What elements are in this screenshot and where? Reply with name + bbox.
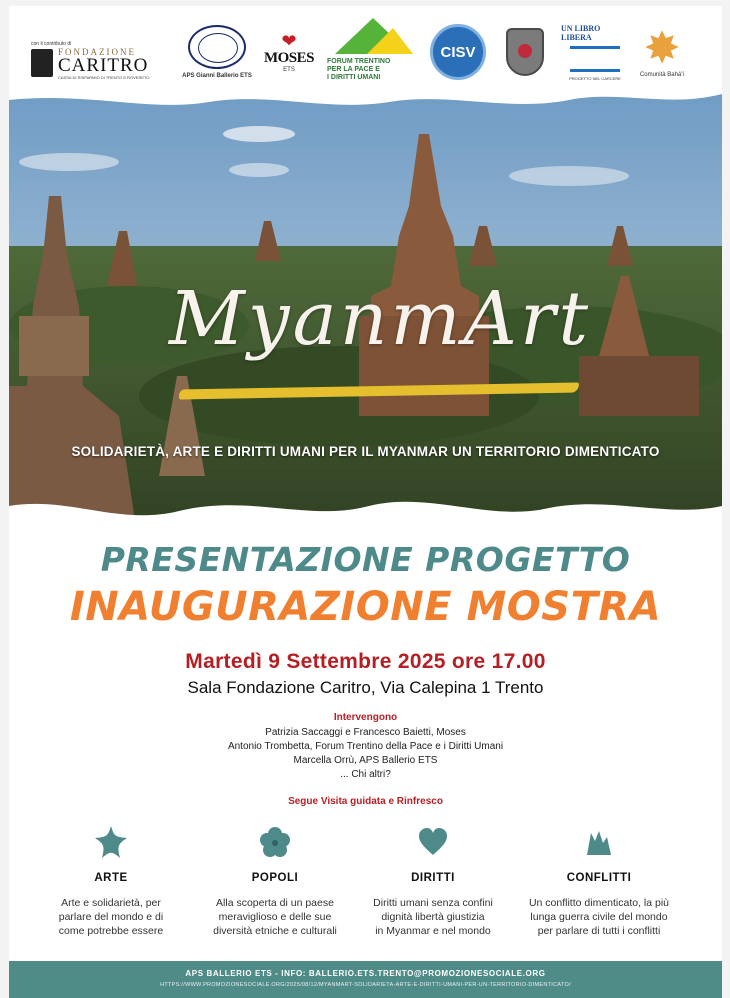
caritro-mark-icon <box>31 49 53 77</box>
waves-icon <box>570 46 620 72</box>
caritro-sub: CASSA DI RISPARMIO DI TRENTO E ROVERETO <box>58 74 150 80</box>
hero-subtitle: SOLIDARIETÀ, ARTE E DIRITTI UMANI PER IL MYANMAR UN TERRITORIO DIMENTICATO <box>71 444 660 459</box>
theme-popoli <box>185 822 365 938</box>
heart-icon <box>343 822 523 862</box>
theme-text-line: in Myanmar e nel mondo <box>375 925 491 937</box>
bahai-logo <box>627 20 697 84</box>
speaker-line: Antonio Trombetta, Forum Trentino della Pace e i Diritti Umani <box>227 741 504 752</box>
libro-sub: PROGETTO NEL CARCERE <box>569 75 621 81</box>
theme-text-line: Un conflitto dimenticato, la più <box>528 897 670 909</box>
speaker-line: ... Chi altri? <box>340 769 391 780</box>
themes-row <box>9 822 722 952</box>
caritro-logo <box>31 28 150 92</box>
libro-title: UN LIBRO LIBERA <box>561 23 601 42</box>
globe-icon <box>188 25 246 69</box>
theme-text-line: come potrebbe essere <box>58 925 164 937</box>
theme-text <box>343 896 523 938</box>
mountain-icon <box>509 822 689 862</box>
forum-line3: I DIRITTI UMANI <box>327 74 381 81</box>
theme-text-line: per parlare di tutti i conflitti <box>537 925 661 937</box>
inauguration-heading: INAUGURAZIONE MOSTRA <box>69 584 662 630</box>
speakers-list <box>9 726 722 782</box>
theme-text-line: dignità libertà giustizia <box>381 911 485 923</box>
moses-word: MOSES <box>263 49 314 66</box>
event-venue: Sala Fondazione Caritro, Via Calepina 1 Trento <box>187 678 544 697</box>
footer-contact: APS BALLERIO ETS - INFO: BALLERIO.ETS.TRENTO@PROMOZIONESOCIALE.ORG <box>185 969 546 978</box>
theme-text-line: Diritti umani senza confini <box>373 897 493 909</box>
flower-icon <box>185 822 365 862</box>
theme-text-line: diversità etniche e culturali <box>213 925 337 937</box>
cisv-logo <box>427 20 489 84</box>
theme-text-line: Arte e solidarietà, per <box>61 897 161 909</box>
footer-url[interactable]: HTTPS://WWW.PROMOZIONESOCIALE.ORG/2025/08/12/MYANMART-SOLIDARIETA-ARTE-E-DIRITTI-UMANI-PER-UN-TERRITORIO-DIMENTICATO/ <box>160 982 571 988</box>
forum-line1: FORUM TRENTINO <box>327 58 391 65</box>
hero-title: MyanmArt <box>169 276 592 362</box>
theme-conflitti <box>509 822 689 938</box>
theme-text-line: lunga guerra civile del mondo <box>530 911 668 923</box>
theme-text-line: meraviglioso e delle sue <box>218 911 332 923</box>
forum-line2: PER LA PACE E <box>327 66 380 73</box>
star-icon <box>21 822 201 862</box>
cisv-word: CISV <box>430 24 486 80</box>
forum-triangle-icon <box>335 18 411 54</box>
footer-bar <box>9 961 722 998</box>
comune-logo <box>497 20 553 84</box>
theme-text <box>509 896 689 938</box>
followup-note: Segue Visita guidata e Rinfresco <box>288 796 443 807</box>
ballerio-logo <box>177 20 257 84</box>
nine-point-star-icon: ✸ <box>643 24 681 73</box>
theme-text-line: parlare del mondo e di <box>58 911 164 923</box>
theme-diritti <box>343 822 523 938</box>
speakers-label: Intervengono <box>333 712 398 723</box>
moses-logo <box>261 20 317 84</box>
theme-title: DIRITTI <box>411 872 455 884</box>
ballerio-caption: APS Gianni Ballerio ETS <box>182 73 252 79</box>
poster <box>9 6 722 998</box>
event-date: Martedì 9 Settembre 2025 ore 17.00 <box>185 650 546 673</box>
theme-title: POPOLI <box>251 872 299 884</box>
caritro-name-line2: CARITRO <box>58 54 149 76</box>
coat-of-arms-icon <box>506 28 544 76</box>
theme-title: CONFLITTI <box>566 872 632 884</box>
theme-text-line: Alla scoperta di un paese <box>216 897 334 909</box>
theme-text <box>185 896 365 938</box>
libro-logo <box>561 20 629 84</box>
caritro-name-line1: FONDAZIONE <box>58 46 136 57</box>
theme-arte <box>21 822 201 938</box>
speaker-line: Patrizia Saccaggi e Francesco Baietti, Moses <box>265 727 466 738</box>
theme-text <box>21 896 201 938</box>
bahai-caption: Comunità Bahá'í <box>639 72 685 78</box>
forum-logo <box>321 18 425 82</box>
caritro-top-text: con il contributo di <box>31 40 72 47</box>
speaker-line: Marcella Orrù, APS Ballerio ETS <box>293 755 438 766</box>
moses-sub: ETS <box>283 66 295 73</box>
moses-heart-icon: ❤ <box>281 30 297 51</box>
theme-title: ARTE <box>94 872 128 884</box>
hero-image <box>9 86 722 546</box>
presentation-heading: PRESENTAZIONE PROGETTO <box>100 540 631 579</box>
